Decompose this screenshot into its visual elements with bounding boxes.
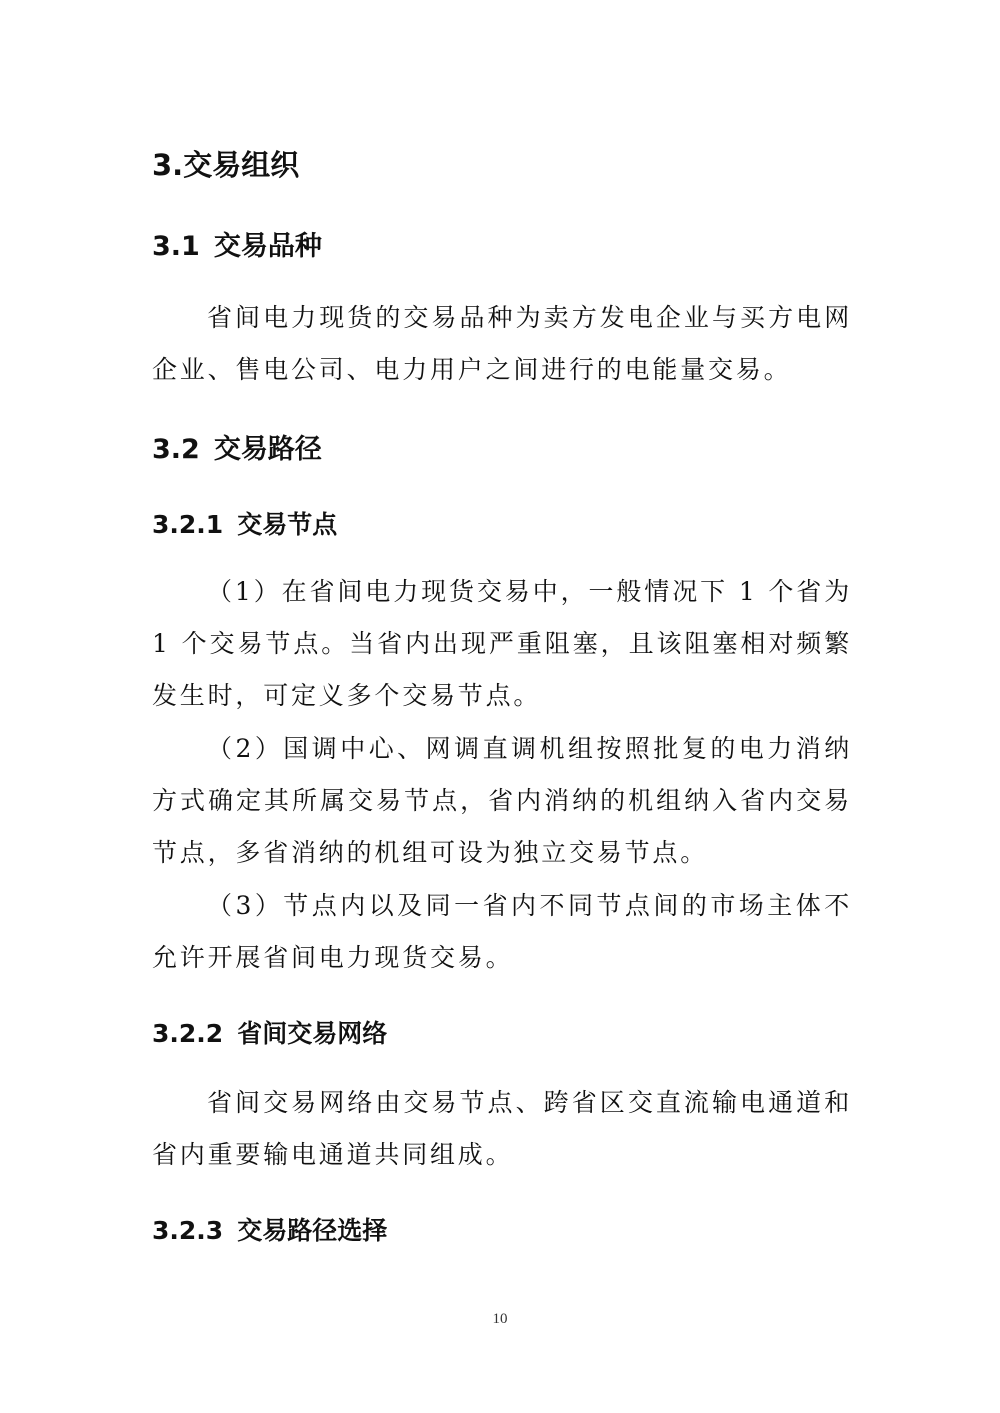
section-3-2-1-heading xyxy=(152,505,337,541)
paragraph-node-3: （3）节点内以及同一省内不同节点间的市场主体不允许开展省间电力现货交易。 xyxy=(152,891,852,972)
section-3-2-2-title: 省间交易网络 xyxy=(237,1019,388,1048)
section-3-2-2-heading xyxy=(152,1014,387,1050)
section-3-1-number: 3.1 xyxy=(152,231,200,262)
paragraph-network: 省间交易网络由交易节点、跨省区交直流输电通道和省内重要输电通道共同组成。 xyxy=(152,1088,852,1169)
paragraph-trade-types: 省间电力现货的交易品种为卖方发电企业与买方电网企业、售电公司、电力用户之间进行的电能量交易。 xyxy=(152,303,852,384)
section-3-1-title: 交易品种 xyxy=(213,231,322,262)
section-3-2-title: 交易路径 xyxy=(213,434,322,465)
section-3-2-1-title: 交易节点 xyxy=(237,510,338,539)
section-3-heading xyxy=(152,143,299,184)
section-3-2-3-title: 交易路径选择 xyxy=(237,1216,388,1245)
section-3-2-heading xyxy=(152,427,322,466)
section-3-2-3-heading xyxy=(152,1211,387,1247)
section-3-2-3-number: 3.2.3 xyxy=(152,1216,224,1245)
page-number: 10 xyxy=(492,1311,508,1327)
section-3-1-heading xyxy=(152,224,322,263)
section-3-2-2-number: 3.2.2 xyxy=(152,1019,224,1048)
paragraph-node-2: （2）国调中心、网调直调机组按照批复的电力消纳方式确定其所属交易节点，省内消纳的机组纳入省内交易节点，多省消纳的机组可设为独立交易节点。 xyxy=(152,734,852,867)
section-3-2-number: 3.2 xyxy=(152,434,200,465)
paragraph-node-1: （1）在省间电力现货交易中，一般情况下 1 个省为 1 个交易节点。当省内出现严重阻塞，且该阻塞相对频繁发生时，可定义多个交易节点。 xyxy=(152,577,852,710)
section-3-2-1-number: 3.2.1 xyxy=(152,510,224,539)
section-3-title: 3.交易组织 xyxy=(152,148,300,182)
